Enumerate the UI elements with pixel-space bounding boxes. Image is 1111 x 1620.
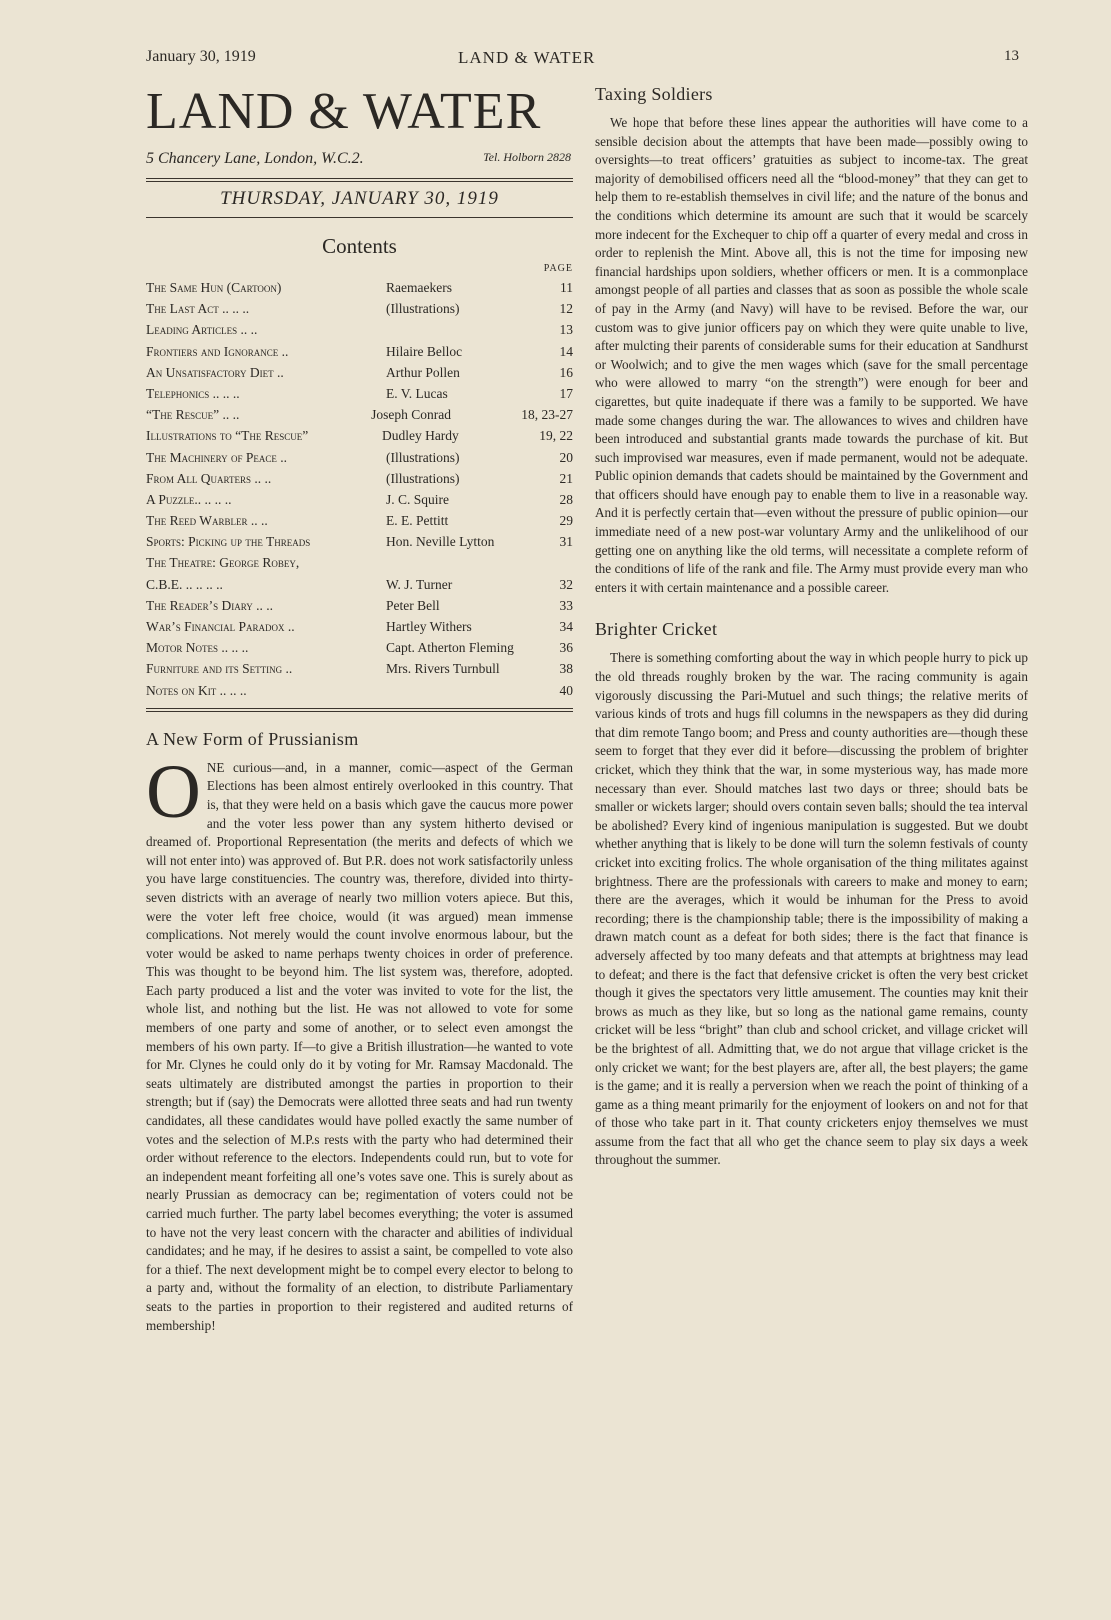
contents-author: Arthur Pollen	[386, 364, 460, 380]
contents-row	[146, 447, 573, 468]
contents-author: (Illustrations)	[386, 449, 460, 465]
contents-author: (Illustrations)	[386, 301, 460, 317]
publisher-address: 5 Chancery Lane, London, W.C.2.	[146, 150, 364, 167]
contents-page: 33	[559, 597, 573, 613]
contents-row	[146, 552, 573, 573]
issue-dateline: THURSDAY, JANUARY 30, 1919	[220, 188, 499, 209]
contents-author: E. E. Pettitt	[386, 513, 449, 529]
article-body-taxing-soldiers: We hope that before these lines appear the authorities will have come to a sensible decision about the attempts that have been made—possibly owing to oversights—to treat officers’ gratuities as subject to income-tax. The great majority of demobilised officers need all the “blood-money” that they can get to help them to re-establish themselves in civil life; and the nature of the bonus and the conditions which determine its amount are such that it would be scarcely more indecent for the Exchequer to chip off a quarter of every medal and cross in order to replenish the Mint. Above all, this is not the time for imposing new financial hardships upon soldiers, whether officers or men. It is a commonplace amongst people of all parties and classes that as soon as possible the whole scale of pay in the Army (and Navy) will have to be revised. Before the war, our custom was to give junior officers pay on which they were quite unable to live, after mulcting their parents of considerable sums for their education at Sandhurst or Woolwich; and to give the men wages which (save for the small percentage who were allowed to marry “on the strength”) were enough for beer and cigarettes, but quite inadequate if there was a family to be supported. We have made some changes during the war. The allowances to wives and children have been introduced and substantial grants made towards the purchase of kit. But such improvised war measures, even if made permanent, would not be adequate. Public opinion demands that cadets should be maintained by the Government and that officers should have enough pay to enable them to live in a reasonable way. And it is perfectly certain that—even without the pressure of public opinion—our immediate need of a new post-war voluntary Army and the unlikelihood of our getting one on anything like the old terms, will necessitate a complete reform of the conditions of life of the rank and file. The Army must provide every man who enters it with certain maintenance and a possible career.	[595, 115, 1028, 595]
contents-author: (Illustrations)	[386, 470, 460, 486]
contents-author: W. J. Turner	[386, 576, 453, 592]
contents-author: Dudley Hardy	[381, 428, 459, 444]
contents-row	[146, 341, 573, 362]
masthead-title: LAND & WATER	[146, 83, 542, 140]
contents-page: 13	[559, 322, 573, 338]
masthead-address-line	[146, 150, 573, 168]
contents-title: Illustrations to “The Rescue”	[146, 428, 309, 444]
contents-page: 18, 23-27	[521, 407, 573, 423]
running-header-date: January 30, 1919	[146, 48, 256, 65]
contents-title: Notes on Kit .. .. ..	[146, 682, 247, 698]
contents-page: 19, 22	[539, 428, 573, 444]
contents-row	[146, 531, 573, 552]
contents-author: Raemaekers	[386, 280, 452, 295]
contents-page: 12	[559, 301, 573, 317]
contents-title: War’s Financial Paradox ..	[146, 619, 295, 634]
contents-page: 21	[559, 470, 573, 486]
contents-row	[146, 277, 573, 298]
article-heading-brighter-cricket: Brighter Cricket	[595, 619, 718, 640]
contents-page: 31	[559, 534, 573, 550]
contents-author	[386, 552, 546, 573]
contents-page: 20	[559, 449, 573, 465]
contents-row	[146, 383, 573, 404]
article-body-prussianism	[146, 749, 573, 1335]
contents-author: Peter Bell	[386, 597, 440, 613]
table-of-contents	[146, 277, 573, 701]
contents-title: From All Quarters .. ..	[146, 470, 272, 486]
page-number: 13	[1004, 48, 1019, 64]
contents-row	[146, 680, 573, 701]
contents-author: Hartley Withers	[386, 619, 472, 634]
contents-title: The Last Act .. .. ..	[146, 301, 250, 317]
contents-title: The Same Hun (Cartoon)	[146, 280, 282, 295]
contents-page-label: PAGE	[543, 263, 573, 274]
contents-row	[146, 319, 573, 340]
contents-row	[146, 298, 573, 319]
double-rule	[146, 708, 573, 712]
telephone-number: Tel. Holborn 2828	[483, 150, 571, 164]
contents-title: Leading Articles .. ..	[146, 322, 258, 338]
contents-page: 34	[559, 619, 573, 634]
contents-page: 29	[559, 513, 573, 529]
contents-page: 36	[559, 640, 573, 656]
article-text: NE curious—and, in a manner, comic—aspect of the German Elections has been almost entirely overlooked in this country. That is, that they were held on a basis which gave the caucus more power and the voter less power than any system hitherto devised or dreamed of. Proportional Representation (the merits and defects of which we will not enter into) was approved of. But P.R. does not work satisfactorily unless you have large constituencies. The country was, therefore, divided into thirty-seven districts with an average of nearly two million voters apiece. But this, were the voter left free choice, would (it was argued) mean immense complications. Not merely would the count involve enormous labour, but the voter would be asked to name perhaps twenty choices in order of preference. This was thought to be beyond him. The list system was, therefore, adopted. Each party produced a list and the voter was invited to vote for the list, the whole list, and nothing but the list. He was not allowed to vote for some members of one party and some of another, or to select even amongst the members of his own party. If—to give a British illustration—he wanted to vote for Mr. Clynes he could only do it by voting for Mr. Ramsay Macdonald. The seats ultimately are distributed amongst the parties in proportion to their strength; but if (say) the Democrats were allotted three seats and had run twenty candidates, all these candidates would have polled exactly the same number of votes and the selection of M.P.s rests with the party who had determined their order without reference to the electors. Independents could run, but to vote for an independent meant forfeiting all one’s votes save one. This is surely about as nearly Prussian as democracy can be; regimentation of voters could not be carried much further. The party label becomes everything; the voter is assumed to have not the very least concern with the character and abilities of individual candidates; and he may, if he desires to assist a saint, be compelled to vote also for a thief. The next development might be to compel every elector to belong to a party and, without the formality of an election, to distribute Parliamentary seats to the parties in proportion to their registered and audited returns of membership!	[146, 759, 573, 1333]
contents-author: Joseph Conrad	[371, 407, 452, 423]
contents-heading: Contents	[322, 234, 397, 258]
contents-author: J. C. Squire	[386, 491, 450, 507]
contents-page: 17	[559, 385, 573, 401]
contents-row	[146, 362, 573, 383]
contents-page	[546, 552, 573, 573]
contents-row	[146, 574, 573, 595]
drop-cap: O	[146, 749, 201, 834]
contents-title: A Puzzle.. .. .. ..	[146, 491, 232, 507]
contents-page: 16	[559, 364, 573, 380]
article-body-brighter-cricket: There is something comforting about the way in which people hurry to pick up the old threads roughly broken by the war. The racing community is again vigorously discussing the Pari-Mutuel and such things; the relative merits of various kinds of trots and hugs fill columns in the newspapers as they did during that dim remote Tango boom; and Press and county authorities are—though these seem to forget that they ever did it before—discussing the problem of brighter cricket, which they think that the war, in some mysterious way, has made more necessary than ever. Should matches last two days or three; should bats be smaller or wickets larger; should overs contain seven balls; should the tea interval be abolished? Every kind of ingenious manipulation is suggested. But we doubt whether anything that is likely to be done will turn the solemn festivals of county cricket into exciting frolics. The whole organisation of the thing militates against brightness. There are the professionals with careers to make and money to earn; there are the averages, which it would be inhuman for the Press to avoid recording; there is the championship table; there is the impossibility of making a drawn match count as a defeat for both sides; there is the fact that finance is adversely affected by too many defeats and that attempts at brightness may lead to defeat; and there is the fact that defensive cricket is often the very best cricket though it gives the spectators very little amusement. The counties may knit their brows as much as they like, but so long as the national game remains, county cricket will be less “bright” than club and school cricket, and village cricket will be the brightest of all. Admitting that, we do not argue that village cricket is the only cricket we want; for the best players are, after all, the best players; the game is the game; and it is really a perversion when we reach the point of thinking of a game as a thing meant primarily for the enjoyment of lookers on and not for that of those who take part in it. That county cricketers enjoy themselves we must assume from the fact that all who get the chance seem to play six days a week throughout the summer.	[595, 650, 1028, 1168]
contents-author: E. V. Lucas	[386, 385, 448, 401]
contents-title: An Unsatisfactory Diet ..	[146, 364, 284, 380]
contents-title: “The Rescue” .. ..	[146, 407, 240, 423]
contents-title: The Theatre: George Robey,	[146, 555, 300, 571]
rule	[146, 217, 573, 218]
contents-title: The Reader’s Diary .. ..	[146, 597, 273, 613]
contents-author	[386, 319, 546, 340]
running-header-title: LAND & WATER	[458, 48, 596, 67]
contents-row	[146, 637, 573, 658]
article-heading-taxing-soldiers: Taxing Soldiers	[595, 84, 713, 104]
contents-row	[146, 658, 573, 679]
contents-row	[146, 468, 573, 489]
contents-row	[146, 510, 573, 531]
contents-row	[146, 404, 573, 425]
contents-title: The Machinery of Peace ..	[146, 449, 288, 465]
contents-author	[386, 680, 546, 701]
contents-author: Mrs. Rivers Turnbull	[386, 661, 500, 677]
contents-page: 28	[559, 491, 573, 507]
contents-row	[146, 489, 573, 510]
contents-page: 32	[559, 576, 573, 592]
double-rule	[146, 178, 573, 182]
contents-author: Hon. Neville Lytton	[386, 534, 495, 550]
contents-author: Hilaire Belloc	[386, 343, 463, 359]
contents-title: Sports: Picking up the Threads	[146, 534, 311, 550]
contents-row	[146, 616, 573, 637]
contents-title: C.B.E. .. .. .. ..	[146, 576, 223, 592]
article-heading-prussianism: A New Form of Prussianism	[146, 728, 359, 749]
contents-page: 11	[560, 280, 573, 295]
contents-page: 14	[559, 343, 573, 359]
contents-row	[146, 595, 573, 616]
contents-title: Motor Notes .. .. ..	[146, 640, 249, 656]
right-column	[595, 84, 1028, 1170]
contents-row	[146, 425, 573, 446]
contents-title: Frontiers and Ignorance ..	[146, 343, 289, 359]
contents-title: Telephonics .. .. ..	[146, 385, 240, 401]
contents-author: Capt. Atherton Fleming	[386, 640, 514, 656]
contents-title: The Reed Warbler .. ..	[146, 513, 268, 529]
left-column	[146, 84, 573, 1335]
contents-page: 38	[559, 661, 573, 677]
contents-page: 40	[559, 682, 573, 698]
contents-title: Furniture and its Setting ..	[146, 661, 293, 677]
